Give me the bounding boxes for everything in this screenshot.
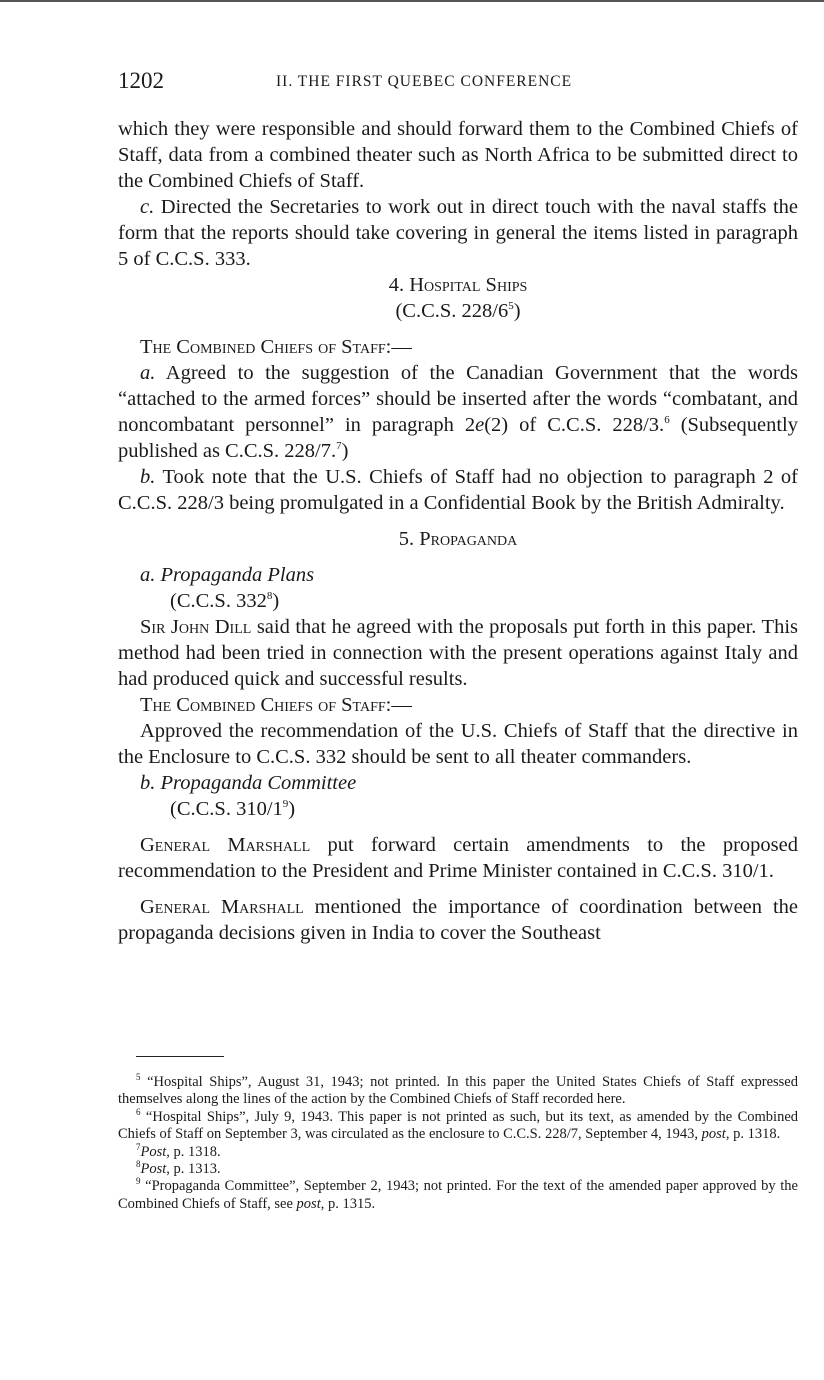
section-ref-hospital-ships: (C.C.S. $228/6^5$) [395, 300, 521, 322]
running-head: II. THE FIRST QUEBEC CONFERENCE [276, 73, 573, 90]
paragraph-continuation: which they were responsible and should forward them to the Combined Chiefs of Staff, data from a combined theater such as North Africa to be submitted direct to the Combined Chiefs of Staff. [118, 118, 798, 192]
page-header [118, 68, 798, 98]
section-heading-propaganda: 5. Propaganda [398, 528, 518, 550]
footnote-5: $^5$ “Hospital Ships”, August 31, 1943; not printed. In this paper the United States Chiefs of Staff expressed themselves along the lines of the action by the Combined Chiefs of Staff recorded here. [118, 1072, 798, 1108]
ref-propaganda-committee: (C.C.S. $310/1^9$) [170, 798, 296, 820]
paragraph-b-hospital: b. Took note that the U.S. Chiefs of Staff had no objection to paragraph 2 of C.C.S. 228/3 being promulgated in a Confidential Book by the British Admiralty. [118, 466, 798, 514]
subheading-propaganda-plans: a. Propaganda Plans [140, 564, 315, 586]
paragraph-marshall-1: General Marshall put forward certain amendments to the proposed recommendation to the President and Prime Minister contained in C.C.S. 310/1. [118, 834, 798, 882]
footnote-8: $^8$Post, p. 1313. [136, 1159, 221, 1178]
page-body [118, 116, 798, 946]
ccs-label-2: The Combined Chiefs of Staff:— [140, 694, 412, 716]
subheading-propaganda-committee: b. Propaganda Committee [140, 772, 357, 794]
section-heading-hospital-ships: 4. Hospital Ships [388, 274, 528, 296]
paragraph-a-hospital: a. Agreed to the suggestion of the Canadian Government that the words “attached to the armed forces” should be inserted after the words “combatant, and noncombatant personnel” in paragraph 2e(2) of C.C.S. 228/3.$^6$ (Subsequently published as C.C.S. 228/7.$^7$) [118, 362, 798, 462]
footnote-6: $^6$ “Hospital Ships”, July 9, 1943. This paper is not printed as such, but its text, as amended by the Combined Chiefs of Staff on September 3, was circulated as the enclosure to C.C.S. 228/7, September 4, 1943, post, p. 1318. [118, 1106, 799, 1143]
paragraph-dill: Sir John Dill said that he agreed with the proposals put forth in this paper. This method had been tried in connection with the present operations against Italy and had produced quick and successful results. [118, 616, 798, 690]
footnote-rule [136, 1056, 224, 1057]
footnotes [118, 1074, 798, 1213]
paragraph-c: c. Directed the Secretaries to work out in direct touch with the naval staffs the form that the reports should take covering in general the items listed in paragraph 5 of C.C.S. 333. [118, 196, 798, 270]
ccs-label: The Combined Chiefs of Staff:— [140, 336, 412, 358]
paragraph-marshall-2: General Marshall mentioned the importance of coordination between the propaganda decisions given in India to cover the Southeast [118, 896, 798, 944]
ref-propaganda-plans: (C.C.S. $332^8$) [170, 590, 280, 612]
page-number: 1202 [118, 68, 164, 93]
footnote-7: $^7$Post, p. 1318. [136, 1141, 221, 1160]
top-edge-rule [0, 0, 824, 2]
footnote-9: $^9$ “Propaganda Committee”, September 2, 1943; not printed. For the text of the amended paper approved by the Combined Chiefs of Staff, see post, p. 1315. [118, 1176, 798, 1212]
paragraph-approved: Approved the recommendation of the U.S. Chiefs of Staff that the directive in the Enclosure to C.C.S. 332 should be sent to all theater commanders. [118, 720, 798, 768]
